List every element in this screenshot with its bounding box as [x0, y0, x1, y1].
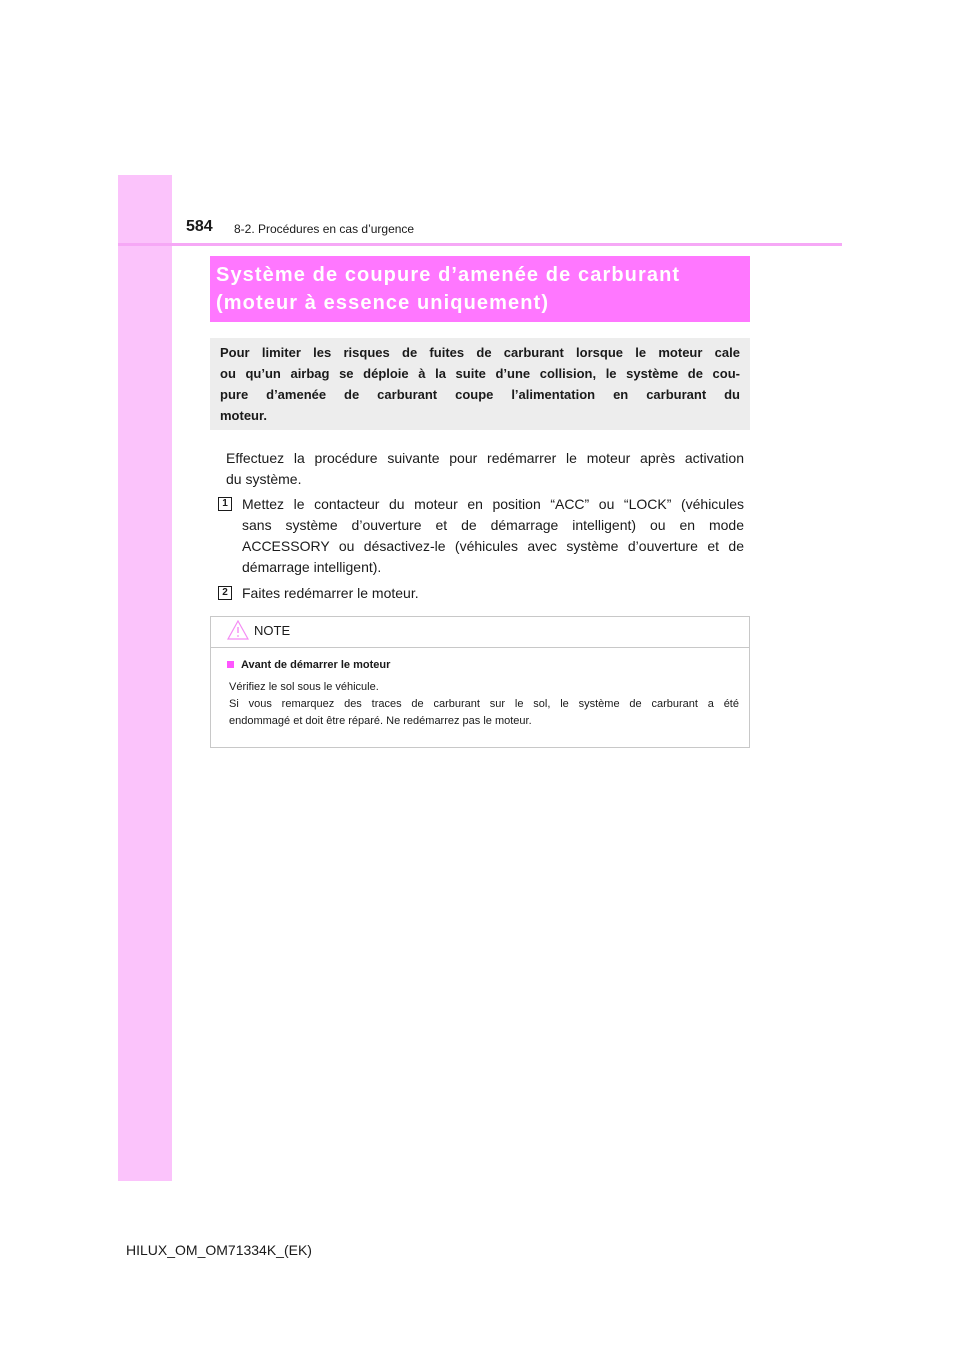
- step-text-line: démarrage intelligent).: [242, 559, 382, 575]
- header-rule: [118, 243, 842, 246]
- step-text-line: Faites redémarrer le moteur.: [242, 585, 419, 601]
- note-box: [210, 616, 750, 748]
- bullet-square-icon: [227, 661, 234, 668]
- intro-line: moteur.: [220, 408, 267, 423]
- page-number: 584: [186, 218, 213, 235]
- note-label: NOTE: [254, 623, 291, 638]
- step-number-badge: 2: [218, 586, 232, 600]
- note-heading: Avant de démarrer le moteur: [241, 659, 391, 671]
- lead-paragraph-line: Effectuez la procédure suivante pour redémarrer le moteur après activation: [226, 450, 744, 466]
- title-line-1: Système de coupure d’amenée de carburant: [216, 264, 681, 286]
- side-color-band: [118, 175, 172, 1181]
- intro-summary-box: [210, 338, 750, 430]
- step-text-line: sans système d’ouverture et de démarrage intelligent) ou en mode: [242, 517, 744, 533]
- title-line-2: (moteur à essence uniquement): [216, 292, 550, 314]
- step-number-badge: 1: [218, 497, 232, 511]
- document-footer-code: HILUX_OM_OM71334K_(EK): [126, 1242, 312, 1258]
- note-text-line: endommagé et doit être réparé. Ne redémarrez pas le moteur.: [229, 715, 532, 727]
- section-title-box: [210, 256, 750, 322]
- note-text-line: Si vous remarquez des traces de carburant sur le sol, le système de carburant a été: [229, 698, 739, 710]
- intro-line: Pour limiter les risques de fuites de carburant lorsque le moteur cale: [220, 345, 740, 360]
- note-header: [211, 617, 749, 648]
- note-text-line: Vérifiez le sol sous le véhicule.: [229, 681, 379, 693]
- warning-triangle-icon: [227, 620, 249, 640]
- intro-line: ou qu’un airbag se déploie à la suite d’une collision, le système de cou-: [220, 366, 740, 381]
- step-text-line: ACCESSORY ou désactivez-le (véhicules avec système d’ouverture et de: [242, 538, 744, 554]
- step-text-line: Mettez le contacteur du moteur en position “ACC” ou “LOCK” (véhicules: [242, 496, 744, 512]
- section-label: 8-2. Procédures en cas d’urgence: [234, 222, 415, 236]
- intro-line: pure d’amenée de carburant coupe l’alimentation en carburant du: [220, 387, 740, 402]
- lead-paragraph-line: du système.: [226, 471, 302, 487]
